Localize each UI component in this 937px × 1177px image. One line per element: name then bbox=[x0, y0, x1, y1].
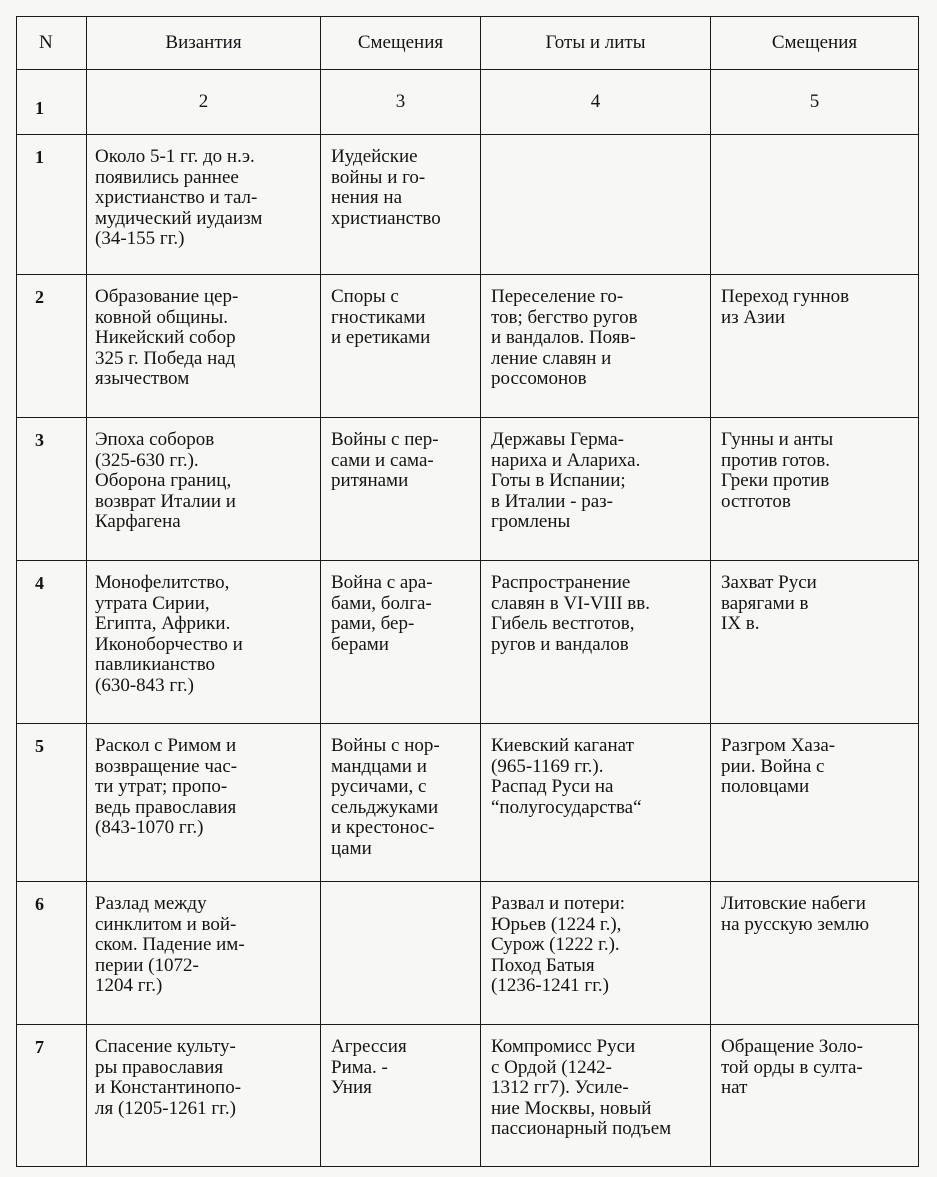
cell-shifts-byzantium: Агрессия Рима. - Уния bbox=[321, 1025, 481, 1167]
row-number: 3 bbox=[17, 418, 87, 561]
header-shifts-goths: Смещения bbox=[711, 17, 919, 70]
cell-shifts-goths: Гунны и анты против готов. Греки против остготов bbox=[711, 418, 919, 561]
cell-shifts-goths: Переход гуннов из Азии bbox=[711, 275, 919, 418]
cell-goths-lithuanians: Державы Герма- нариха и Алариха. Готы в Испании; в Италии - раз- громлены bbox=[481, 418, 711, 561]
cell-shifts-byzantium: Война с ара- бами, болга- рами, бер- берами bbox=[321, 561, 481, 724]
cell-shifts-goths bbox=[711, 135, 919, 275]
cell-byzantium: Около 5-1 гг. до н.э. появились раннее христианство и тал- мудический иудаизм (34-155 гг.) bbox=[87, 135, 321, 275]
row-number: 4 bbox=[17, 561, 87, 724]
cell-goths-lithuanians: Компромисс Руси с Ордой (1242- 1312 гг7). Усиле- ние Москвы, новый пассионарный подъем bbox=[481, 1025, 711, 1167]
header-row bbox=[17, 17, 919, 70]
cell-shifts-byzantium: Войны с пер- сами и сама- ритянами bbox=[321, 418, 481, 561]
cell-byzantium: Спасение культу- ры православия и Константинопо- ля (1205-1261 гг.) bbox=[87, 1025, 321, 1167]
chronology-table bbox=[16, 16, 919, 1167]
cell-shifts-byzantium: Споры с гностиками и еретиками bbox=[321, 275, 481, 418]
header-number: N bbox=[17, 17, 87, 70]
cell-shifts-byzantium: Войны с нор- мандцами и русичами, с сельджуками и крестонос- цами bbox=[321, 724, 481, 882]
cell-goths-lithuanians: Киевский каганат (965-1169 гг.). Распад Руси на “полугосударства“ bbox=[481, 724, 711, 882]
table-row bbox=[17, 275, 919, 418]
table-row bbox=[17, 418, 919, 561]
row-number: 5 bbox=[17, 724, 87, 882]
cell-goths-lithuanians bbox=[481, 135, 711, 275]
table-row bbox=[17, 724, 919, 882]
cell-shifts-byzantium: Иудейские войны и го- нения на христианство bbox=[321, 135, 481, 275]
header-byzantium: Византия bbox=[87, 17, 321, 70]
cell-byzantium: Монофелитство, утрата Сирии, Египта, Африки. Иконоборчество и павликианство (630-843 гг.) bbox=[87, 561, 321, 724]
cell-byzantium: Разлад между синклитом и вой- ском. Падение им- перии (1072- 1204 гг.) bbox=[87, 882, 321, 1025]
column-number-4: 4 bbox=[481, 70, 711, 135]
cell-shifts-goths: Разгром Хаза- рии. Война с половцами bbox=[711, 724, 919, 882]
header-shifts-byzantium: Смещения bbox=[321, 17, 481, 70]
cell-byzantium: Эпоха соборов (325-630 гг.). Оборона границ, возврат Италии и Карфагена bbox=[87, 418, 321, 561]
cell-shifts-goths: Обращение Золо- той орды в султа- нат bbox=[711, 1025, 919, 1167]
column-number-1: 1 bbox=[17, 70, 87, 135]
header-goths-lithuanians: Готы и литы bbox=[481, 17, 711, 70]
cell-goths-lithuanians: Распространение славян в VI-VIII вв. Гибель вестготов, ругов и вандалов bbox=[481, 561, 711, 724]
cell-shifts-goths: Захват Руси варягами в IX в. bbox=[711, 561, 919, 724]
table-row bbox=[17, 882, 919, 1025]
row-number: 6 bbox=[17, 882, 87, 1025]
table-row bbox=[17, 1025, 919, 1167]
column-number-row bbox=[17, 70, 919, 135]
column-number-2: 2 bbox=[87, 70, 321, 135]
cell-shifts-goths: Литовские набеги на русскую землю bbox=[711, 882, 919, 1025]
cell-shifts-byzantium bbox=[321, 882, 481, 1025]
cell-byzantium: Раскол с Римом и возвращение час- ти утрат; пропо- ведь православия (843-1070 гг.) bbox=[87, 724, 321, 882]
column-number-3: 3 bbox=[321, 70, 481, 135]
row-number: 2 bbox=[17, 275, 87, 418]
cell-byzantium: Образование цер- ковной общины. Никейский собор 325 г. Победа над язычеством bbox=[87, 275, 321, 418]
cell-goths-lithuanians: Развал и потери: Юрьев (1224 г.), Сурож (1222 г.). Поход Батыя (1236-1241 гг.) bbox=[481, 882, 711, 1025]
cell-goths-lithuanians: Переселение го- тов; бегство ругов и вандалов. Появ- ление славян и россомонов bbox=[481, 275, 711, 418]
table-row bbox=[17, 135, 919, 275]
row-number: 7 bbox=[17, 1025, 87, 1167]
column-number-5: 5 bbox=[711, 70, 919, 135]
table-row bbox=[17, 561, 919, 724]
row-number: 1 bbox=[17, 135, 87, 275]
chronology-table-page bbox=[16, 16, 918, 1167]
